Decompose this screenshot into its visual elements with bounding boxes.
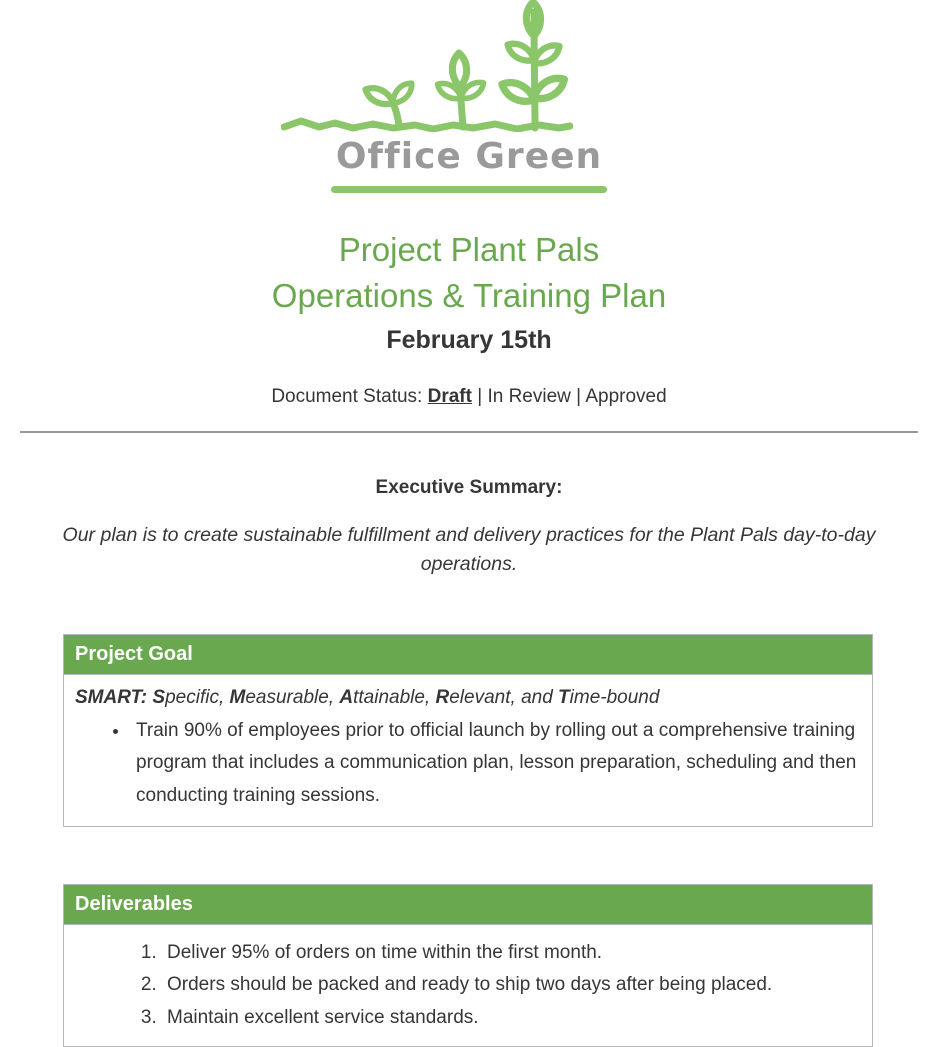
smart-line: [75, 682, 858, 715]
section-body-project-goal: [64, 675, 872, 826]
smart-term: Attainable,: [339, 686, 436, 708]
status-separator: |: [570, 386, 586, 408]
doc-title-line1: Project Plant Pals: [338, 231, 600, 268]
exec-summary-text: Our plan is to create sustainable fulfillment and delivery practices for the Plant Pals day-to-day operations.: [62, 524, 876, 575]
section-header-deliverables: Deliverables: [64, 885, 872, 925]
status-separator: |: [471, 386, 488, 408]
list-item: 2. Orders should be packed and ready to ship two days after being placed.: [162, 969, 858, 1002]
smart-term: Relevant,: [435, 686, 522, 708]
logo-plant-icon: [281, 0, 573, 132]
smart-term: and: [521, 686, 559, 708]
list-item: 1. Deliver 95% of orders on time within the first month.: [162, 937, 858, 970]
exec-summary-heading: Executive Summary:: [375, 477, 563, 499]
status-line: [0, 386, 938, 408]
section-deliverables: [63, 884, 873, 1047]
brand-underline: [331, 186, 607, 193]
doc-date: February 15th: [386, 326, 552, 355]
status-option-draft: Draft: [427, 386, 472, 408]
doc-title-line2: Operations & Training Plan: [271, 277, 667, 315]
list-item: 3. Maintain excellent service standards.: [162, 1002, 858, 1035]
smart-intro: SMART:: [75, 686, 153, 708]
bullet-item: • Train 90% of employees prior to official launch by rolling out a comprehensive training program that includes a communication plan, lesson preparation, scheduling and then conducting training sessions.: [130, 715, 858, 813]
smart-term: Time-bound: [558, 686, 660, 708]
section-body-deliverables: [64, 925, 872, 1046]
divider: [20, 431, 918, 433]
smart-term: Measurable,: [229, 686, 340, 708]
title-block: [0, 227, 938, 355]
section-project-goal: [63, 634, 873, 827]
deliverables-list: [75, 937, 858, 1035]
goal-bullet-list: [75, 715, 858, 813]
brand-name: Office Green: [335, 136, 603, 177]
status-option-in-review: In Review: [487, 386, 571, 408]
section-header-project-goal: Project Goal: [64, 635, 872, 675]
smart-term: Specific,: [152, 686, 230, 708]
status-option-approved: Approved: [585, 386, 667, 408]
status-label: Document Status:: [271, 386, 428, 408]
